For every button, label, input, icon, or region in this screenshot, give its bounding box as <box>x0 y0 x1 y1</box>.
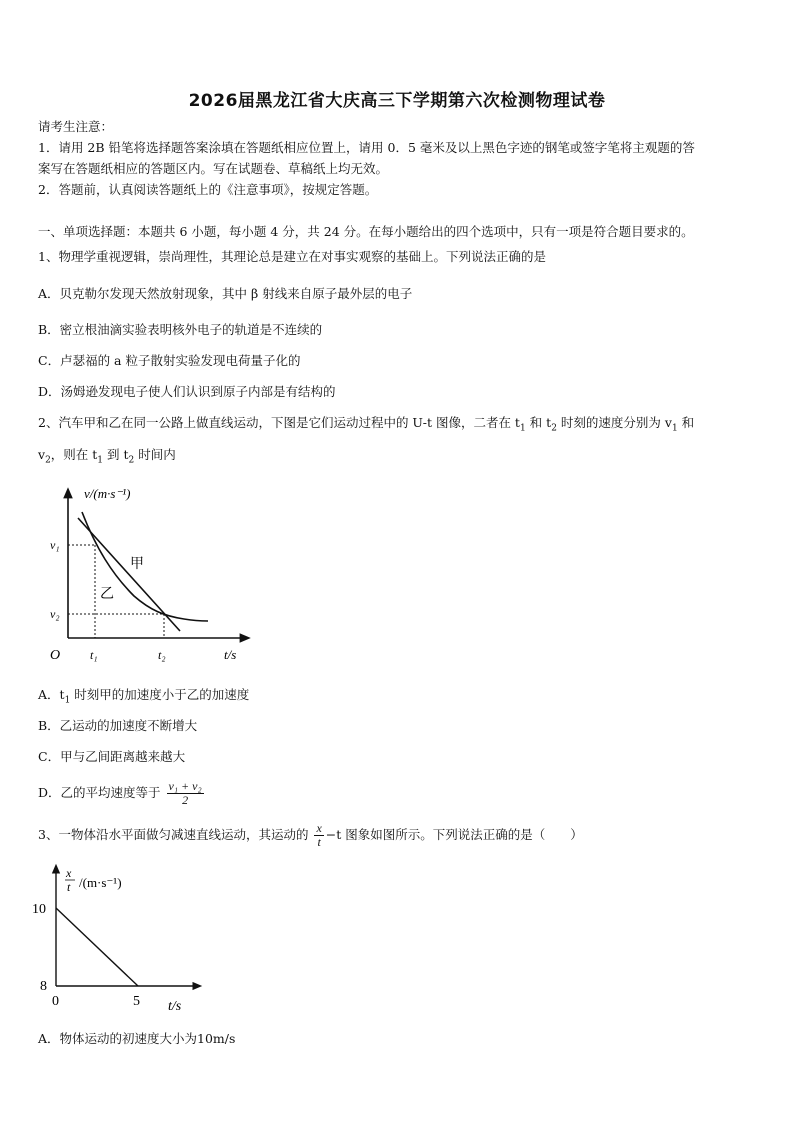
fraction <box>314 822 323 849</box>
q3-option-a: A．物体运动的初速度大小为10m/s <box>38 1031 236 1046</box>
subscript: 1 <box>64 695 71 706</box>
y-label-den: t <box>67 880 71 894</box>
x-tick-5: 5 <box>133 994 140 1009</box>
x-axis-label: t/s <box>224 647 237 662</box>
q2-option-c: C．甲与乙间距离越来越大 <box>38 749 186 764</box>
y-tick-8: 8 <box>40 979 47 994</box>
fraction <box>167 780 204 807</box>
curve-yi <box>82 512 208 621</box>
v1-label: v₁ <box>50 538 60 552</box>
q2-velocity-time-graph <box>46 478 256 668</box>
exam-title: 2026届黑龙江省大庆高三下学期第六次检测物理试卷 <box>188 91 606 111</box>
q2-stem-part: 时间内 <box>134 447 176 462</box>
yi-label: 乙 <box>100 587 114 602</box>
q1-option-b: B．密立根油滴实验表明核外电子的轨道是不连续的 <box>38 322 323 337</box>
q2-stem-part: 和 <box>677 415 695 430</box>
q2-option-a-part: A．t <box>38 687 65 702</box>
q3-stem-part: 3、一物体沿水平面做匀减速直线运动，其运动的 <box>38 827 309 842</box>
q2-option-b: B．乙运动的加速度不断增大 <box>38 718 198 733</box>
q2-stem-part: v <box>38 447 46 462</box>
q1-option-d: D．汤姆逊发现电子使人们认识到原子内部是有结构的 <box>38 384 336 399</box>
subscript: 1 <box>671 423 678 434</box>
q2-stem-cont <box>38 446 176 470</box>
fraction-numerator: v₁ + v₂ <box>168 779 202 793</box>
x-tick-0: 0 <box>52 994 59 1009</box>
y-axis-label: v/(m·s⁻¹) <box>84 486 131 501</box>
q1-option-c: C．卢瑟福的 a 粒子散射实验发现电荷量子化的 <box>38 353 301 368</box>
q1-stem: 1、物理学重视逻辑，崇尚理性，其理论总是建立在对事实观察的基础上。下列说法正确的是 <box>38 249 546 264</box>
notice-item-2: 2．答题前，认真阅读答题纸上的《注意事项》，按规定答题。 <box>38 182 378 197</box>
notice-item-1: 1．请用 2B 铅笔将选择题答案涂填在答题纸相应位置上，请用 0．5 毫米及以上黑色字迹的钢笔或签字笔将主观题的答 <box>38 140 695 155</box>
fraction-denominator: t <box>317 835 321 849</box>
t1-label: t₁ <box>90 648 98 662</box>
subscript: 2 <box>45 455 51 466</box>
origin-label: O <box>50 648 61 663</box>
q1-option-a: A．贝克勒尔发现天然放射现象，其中 β 射线来自原子最外层的电子 <box>38 286 413 301</box>
y-tick-10: 10 <box>32 902 46 917</box>
q2-stem-part: 2、汽车甲和乙在同一公路上做直线运动，下图是它们运动过程中的 U-t 图像，二者在 t <box>38 415 520 430</box>
y-axis-label: /(m·s⁻¹) <box>79 875 122 890</box>
subscript: 1 <box>97 455 104 466</box>
q2-option-d-part: D．乙的平均速度等于 <box>38 785 161 800</box>
q3-xt-t-graph <box>28 860 208 1014</box>
q2-stem-part: ，则在 t <box>50 447 98 462</box>
fraction-numerator: x <box>316 821 322 835</box>
q2-option-d <box>38 780 206 807</box>
q2-stem-part: 时刻的速度分别为 v <box>556 415 672 430</box>
q2-stem-part: 和 t <box>525 415 552 430</box>
section-heading: 一、单项选择题：本题共 6 小题，每小题 4 分，共 24 分。在每小题给出的四个选项中，只有一项是符合题目要求的。 <box>38 224 694 239</box>
v2-label: v₂ <box>50 607 60 621</box>
jia-label: 甲 <box>130 557 144 572</box>
fraction-denominator: 2 <box>182 793 189 807</box>
q2-option-a <box>38 686 249 710</box>
x-axis-label: t/s <box>168 999 182 1014</box>
notice-item-1-cont: 案写在答题纸相应的答题区内。写在试题卷、草稿纸上均无效。 <box>38 161 389 176</box>
q2-stem <box>38 414 694 438</box>
q3-stem <box>38 822 583 849</box>
q2-stem-part: 到 t <box>103 447 129 462</box>
subscript: 2 <box>551 423 557 434</box>
q2-option-a-part: 时刻甲的加速度小于乙的加速度 <box>70 687 250 702</box>
notice-heading: 请考生注意： <box>38 119 114 134</box>
subscript: 1 <box>519 423 526 434</box>
q3-stem-part: −t 图象如图所示。下列说法正确的是（ ） <box>325 827 583 842</box>
t2-label: t₂ <box>158 648 166 662</box>
data-line <box>56 908 138 986</box>
subscript: 2 <box>128 455 135 466</box>
y-label-num: x <box>66 866 72 880</box>
